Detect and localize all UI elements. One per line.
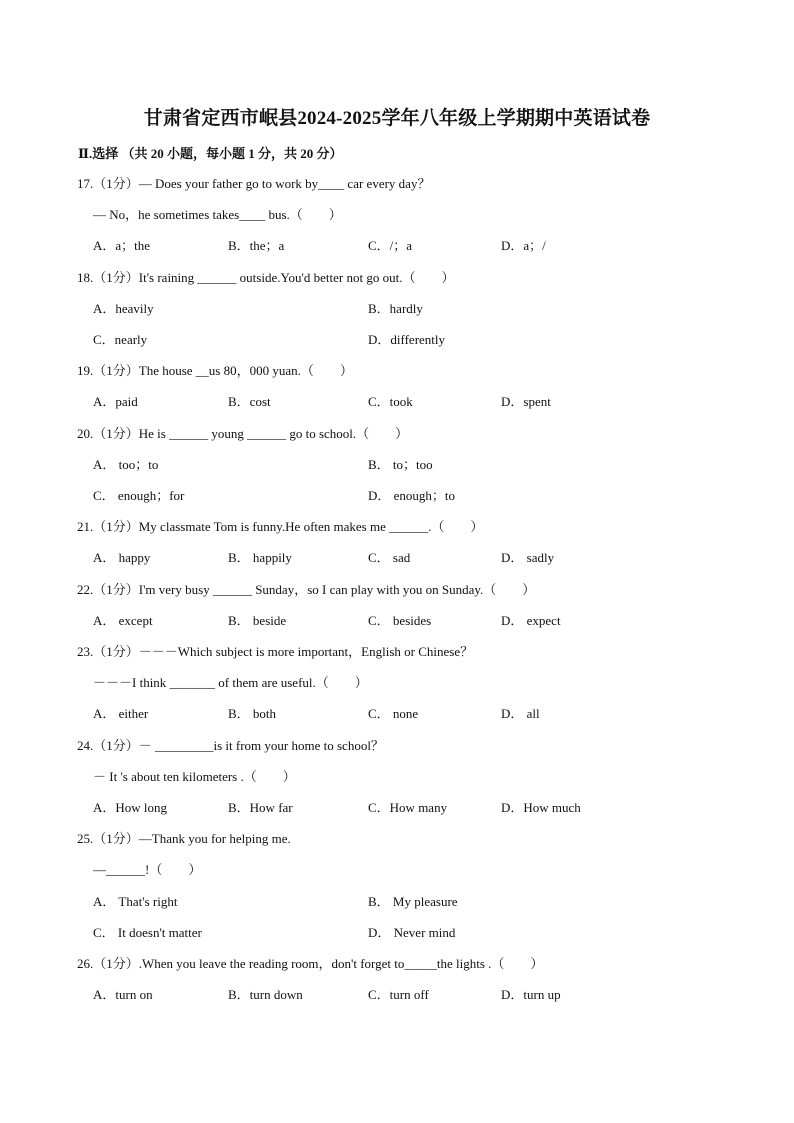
question-20-option-c[interactable]: C． enough；for — [93, 488, 185, 503]
question-26-option-b[interactable]: B．turn down — [228, 987, 303, 1002]
question-24-option-c[interactable]: C．How many — [368, 800, 448, 815]
question-21-option-a[interactable]: A． happy — [93, 550, 151, 565]
question-19-option-b[interactable]: B．cost — [228, 394, 271, 409]
question-21-option-c[interactable]: C． sad — [368, 550, 411, 565]
question-23-option-c[interactable]: C． none — [368, 706, 419, 721]
question-21-stem: 21.（1分）My classmate Tom is funny.He often makes me ______.（ ） — [77, 519, 484, 534]
question-26-option-c[interactable]: C．turn off — [368, 987, 429, 1002]
question-23-option-d[interactable]: D． all — [501, 706, 540, 721]
question-22-option-a[interactable]: A． except — [93, 613, 153, 628]
question-25-line-2: —______!（ ） — [93, 862, 202, 877]
question-25-stem: 25.（1分）—Thank you for helping me. — [77, 831, 291, 846]
question-25-option-c[interactable]: C． It doesn't matter — [93, 925, 202, 940]
question-20-option-a[interactable]: A． too；to — [93, 457, 159, 472]
question-17-line-2: — No，he sometimes takes____ bus.（ ） — [93, 207, 342, 222]
question-23-line-2: －－－I think _______ of them are useful.（ ） — [93, 675, 368, 690]
question-18-option-b[interactable]: B．hardly — [368, 301, 423, 316]
question-20-option-d[interactable]: D． enough；to — [368, 488, 456, 503]
question-25-option-a[interactable]: A． That's right — [93, 894, 178, 909]
question-21-option-d[interactable]: D． sadly — [501, 550, 555, 565]
question-17-option-c[interactable]: C．/；a — [368, 238, 413, 253]
section-heading: Ⅱ.选择 （共 20 小题，每小题 1 分，共 20 分） — [78, 146, 343, 161]
question-26-stem: 26.（1分）.When you leave the reading room，don't forget to_____the lights .（ ） — [77, 956, 544, 971]
question-23-option-a[interactable]: A． either — [93, 706, 149, 721]
question-25-option-d[interactable]: D． Never mind — [368, 925, 456, 940]
question-22-option-d[interactable]: D． expect — [501, 613, 561, 628]
question-19-stem: 19.（1分）The house __us 80，000 yuan.（ ） — [77, 363, 353, 378]
question-24-line-2: － It 's about ten kilometers .（ ） — [93, 769, 296, 784]
exam-title: 甘肃省定西市岷县2024-2025学年八年级上学期期中英语试卷 — [143, 108, 651, 129]
question-18-option-c[interactable]: C．nearly — [93, 332, 148, 347]
question-26-option-a[interactable]: A．turn on — [93, 987, 153, 1002]
question-22-option-b[interactable]: B． beside — [228, 613, 287, 628]
question-17-option-a[interactable]: A．a；the — [93, 238, 151, 253]
question-19-option-d[interactable]: D．spent — [501, 394, 551, 409]
question-17-stem: 17.（1分）— Does your father go to work by____ car every day？ — [77, 176, 431, 191]
question-21-option-b[interactable]: B． happily — [228, 550, 292, 565]
question-23-option-b[interactable]: B． both — [228, 706, 277, 721]
question-18-stem: 18.（1分）It's raining ______ outside.You'd better not go out.（ ） — [77, 270, 455, 285]
question-24-option-a[interactable]: A．How long — [93, 800, 168, 815]
question-24-option-b[interactable]: B．How far — [228, 800, 293, 815]
question-22-option-c[interactable]: C． besides — [368, 613, 432, 628]
question-18-option-a[interactable]: A．heavily — [93, 301, 154, 316]
question-19-option-a[interactable]: A．paid — [93, 394, 138, 409]
question-24-stem: 24.（1分）－ _________is it from your home to school？ — [77, 738, 384, 753]
question-19-option-c[interactable]: C．took — [368, 394, 413, 409]
question-20-stem: 20.（1分）He is ______ young ______ go to school.（ ） — [77, 426, 409, 441]
question-20-option-b[interactable]: B． to；too — [368, 457, 433, 472]
question-22-stem: 22.（1分）I'm very busy ______ Sunday，so I can play with you on Sunday.（ ） — [77, 582, 536, 597]
question-23-stem: 23.（1分）－－－Which subject is more important，English or Chinese？ — [77, 644, 474, 659]
question-17-option-b[interactable]: B．the；a — [228, 238, 285, 253]
question-25-option-b[interactable]: B． My pleasure — [368, 894, 458, 909]
question-26-option-d[interactable]: D．turn up — [501, 987, 561, 1002]
question-18-option-d[interactable]: D．differently — [368, 332, 446, 347]
question-17-option-d[interactable]: D．a；/ — [501, 238, 546, 253]
question-24-option-d[interactable]: D．How much — [501, 800, 581, 815]
